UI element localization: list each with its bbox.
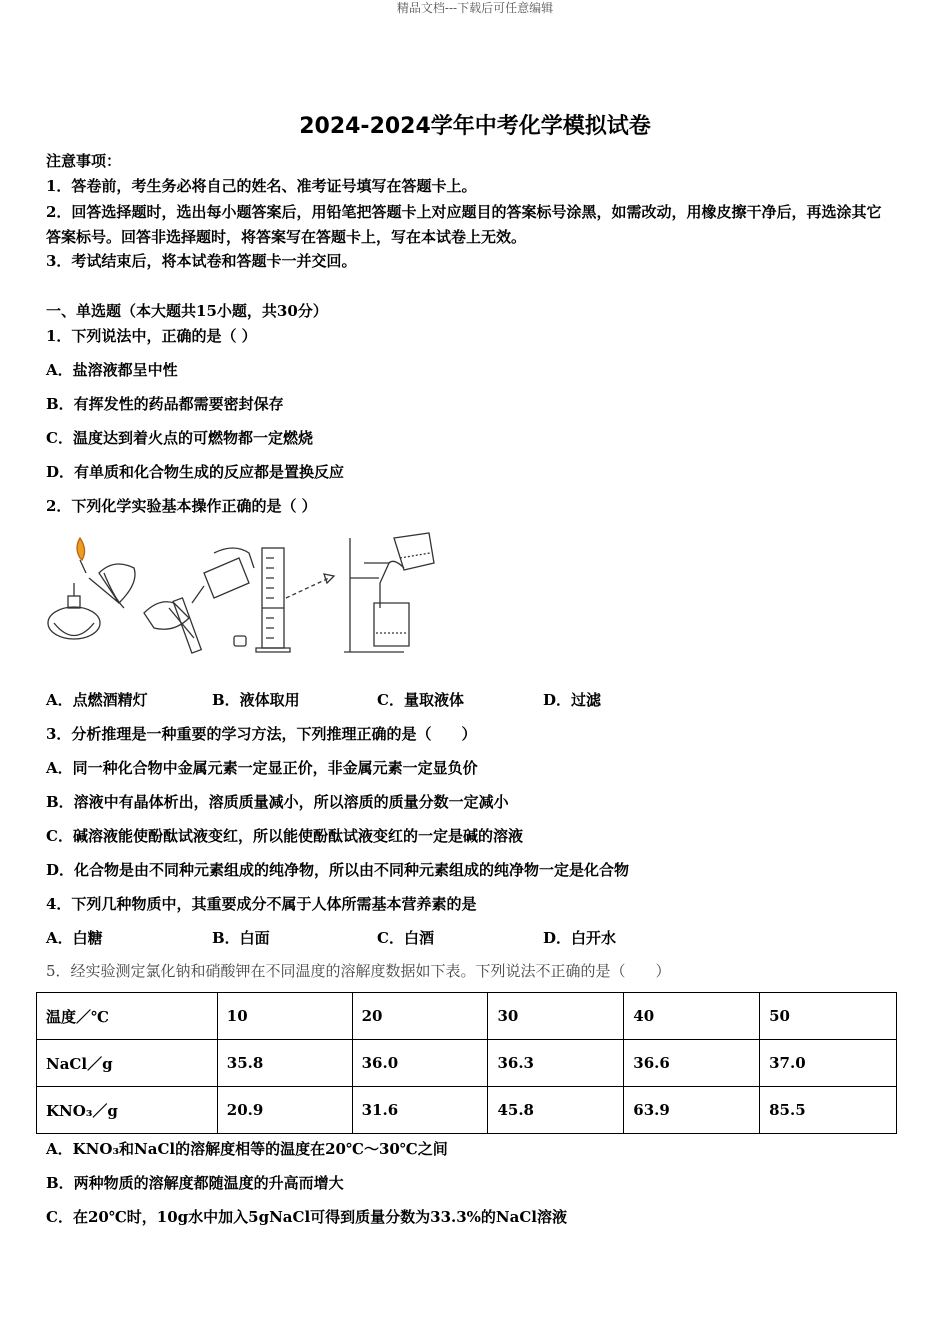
q5-option-a: A．KNO₃和NaCl的溶解度相等的温度在20℃～30℃之间 [46,1140,448,1158]
table-cell: 37.0 [760,1040,897,1087]
table-cell: 45.8 [488,1087,624,1134]
q2-stem: 2．下列化学实验基本操作正确的是（ ） [46,497,317,515]
table-cell: 36.0 [352,1040,488,1087]
q3-option-d: D．化合物是由不同种元素组成的纯净物，所以由不同种元素组成的纯净物一定是化合物 [46,861,630,879]
table-cell: 36.6 [624,1040,760,1087]
q5-stem: 5．经实验测定氯化钠和硝酸钾在不同温度的溶解度数据如下表。下列说法不正确的是（ ） [46,962,671,980]
q3-stem: 3．分析推理是一种重要的学习方法，下列推理正确的是（ ） [46,725,477,743]
q4-option-a: A．白糖 [46,929,103,947]
q2-options [46,689,601,711]
q3-option-a: A．同一种化合物中金属元素一定显正价，非金属元素一定显负价 [46,759,478,777]
solubility-table [36,992,897,1134]
table-row [37,1040,897,1087]
table-cell: 31.6 [352,1087,488,1134]
q5-option-b: B．两种物质的溶解度都随温度的升高而增大 [46,1174,344,1192]
table-cell: 10 [217,993,352,1040]
q1-option-d: D．有单质和化合物生成的反应都是置换反应 [46,463,345,481]
alcohol-lamp-illustration [48,538,135,639]
q2-option-a: A．点燃酒精灯 [46,691,148,709]
table-row [37,1087,897,1134]
q2-option-d: D．过滤 [543,691,602,709]
table-cell: NaCl／g [37,1040,218,1087]
q4-option-c: C．白酒 [377,929,434,947]
table-cell: 20 [352,993,488,1040]
measuring-cylinder-illustration [256,548,334,652]
table-cell: 35.8 [217,1040,352,1087]
filtration-illustration [344,533,434,652]
q4-option-d: D．白开水 [543,929,617,947]
q1-option-a: A．盐溶液都呈中性 [46,361,178,379]
q3-option-c: C．碱溶液能使酚酞试液变红，所以能使酚酞试液变红的一定是碱的溶液 [46,827,523,845]
q2-option-c: C．量取液体 [377,691,464,709]
q3-option-b: B．溶液中有晶体析出，溶质质量减小，所以溶质的质量分数一定减小 [46,793,509,811]
q1-stem: 1．下列说法中，正确的是（ ） [46,327,257,345]
liquid-pouring-illustration [144,548,254,653]
q4-option-b: B．白面 [212,929,270,947]
lab-operations-figure [44,528,439,658]
page-title: 2024-2024学年中考化学模拟试卷 [299,114,651,139]
q4-options [46,927,616,949]
table-cell: 40 [624,993,760,1040]
q2-option-b: B．液体取用 [212,691,300,709]
table-cell: 36.3 [488,1040,624,1087]
table-row [37,993,897,1040]
table-cell: 63.9 [624,1087,760,1134]
notice-item-3: 3．考试结束后，将本试卷和答题卡一并交回。 [46,252,357,270]
q5-option-c: C．在20℃时，10g水中加入5gNaCl可得到质量分数为33.3%的NaCl溶液 [46,1208,567,1226]
q1-option-b: B．有挥发性的药品都需要密封保存 [46,395,284,413]
section-heading: 一、单选题（本大题共15小题，共30分） [46,302,328,320]
table-cell: KNO₃／g [37,1087,218,1134]
table-cell: 85.5 [760,1087,897,1134]
page-header: 精品文档---下载后可任意编辑 [396,1,554,15]
table-cell: 50 [760,993,897,1040]
notice-item-2: 2．回答选择题时，选出每小题答案后，用铅笔把答题卡上对应题目的答案标号涂黑，如需改动，用橡皮擦干净后，再选涂其它答案标号。回答非选择题时，将答案写在答题卡上，写在本试卷上无效。 [46,203,882,246]
q1-option-c: C．温度达到着火点的可燃物都一定燃烧 [46,429,313,447]
notice-item-1: 1．答卷前，考生务必将自己的姓名、准考证号填写在答题卡上。 [46,177,477,195]
q4-stem: 4．下列几种物质中，其重要成分不属于人体所需基本营养素的是 [46,895,477,913]
table-cell: 温度／℃ [37,993,218,1040]
table-cell: 30 [488,993,624,1040]
table-cell: 20.9 [217,1087,352,1134]
notice-heading: 注意事项： [46,152,122,170]
